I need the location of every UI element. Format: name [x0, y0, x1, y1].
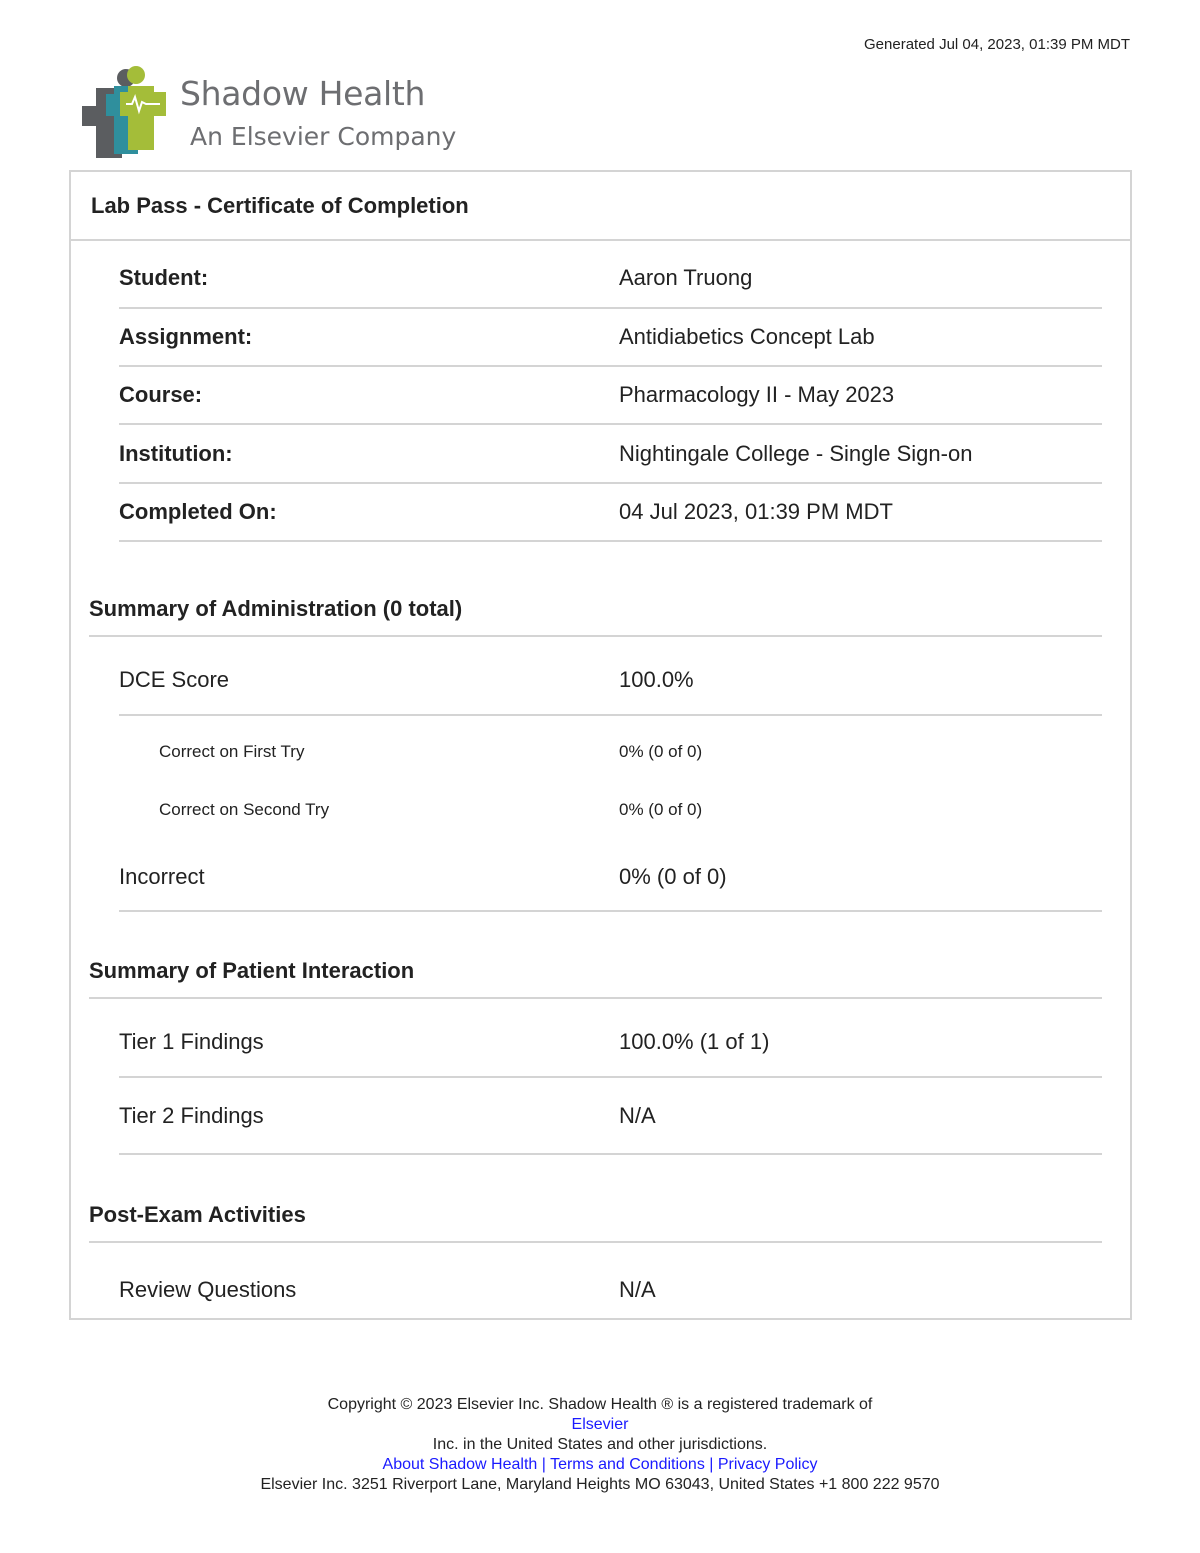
second-try-row: [119, 788, 1102, 832]
review-questions-value: N/A: [619, 1277, 656, 1302]
logo-brand-text: Shadow Health: [180, 74, 426, 113]
info-row-course: [119, 367, 1102, 425]
completed-on-value: 04 Jul 2023, 01:39 PM MDT: [619, 499, 893, 524]
incorrect-label: Incorrect: [119, 864, 205, 889]
info-row-completed-on: [119, 484, 1102, 542]
review-questions-row: [119, 1262, 1102, 1318]
tier1-label: Tier 1 Findings: [119, 1029, 264, 1054]
incorrect-row: [119, 844, 1102, 912]
tier1-value: 100.0% (1 of 1): [619, 1029, 770, 1054]
administration-heading: Summary of Administration (0 total): [89, 582, 1102, 637]
shadow-health-logo: [80, 66, 460, 162]
institution-value: Nightingale College - Single Sign-on: [619, 440, 973, 466]
tier2-value: N/A: [619, 1102, 656, 1128]
address-text: Elsevier Inc. 3251 Riverport Lane, Maryland Heights MO 63043, United States +1 800 222 9570: [260, 1476, 940, 1493]
dce-score-value: 100.0%: [619, 667, 694, 692]
review-questions-label: Review Questions: [119, 1277, 297, 1302]
student-label: Student:: [119, 265, 209, 290]
assignment-value: Antidiabetics Concept Lab: [619, 324, 875, 349]
first-try-value: 0% (0 of 0): [619, 742, 703, 761]
certificate-title: Lab Pass - Certificate of Completion: [71, 172, 1130, 241]
terms-link[interactable]: Terms and Conditions: [550, 1456, 705, 1473]
first-try-label: Correct on First Try: [159, 742, 305, 761]
course-value: Pharmacology II - May 2023: [619, 382, 895, 407]
assignment-label: Assignment:: [119, 324, 253, 349]
interaction-heading: Summary of Patient Interaction: [89, 944, 1102, 999]
dce-score-row: [119, 646, 1102, 716]
student-value: Aaron Truong: [619, 265, 753, 290]
second-try-label: Correct on Second Try: [159, 800, 330, 819]
copyright-text: Copyright © 2023 Elsevier Inc. Shadow Health ® is a registered trademark of: [327, 1396, 873, 1413]
course-label: Course:: [119, 382, 203, 407]
incorrect-value: 0% (0 of 0): [619, 864, 727, 889]
info-row-student: [119, 249, 1102, 309]
post-exam-heading: Post-Exam Activities: [89, 1188, 1102, 1243]
dce-score-label: DCE Score: [119, 667, 230, 692]
jurisdiction-text: Inc. in the United States and other jurisdictions.: [432, 1436, 768, 1453]
tier2-row: [119, 1078, 1102, 1155]
institution-label: Institution:: [119, 440, 233, 466]
first-try-row: [119, 730, 1102, 774]
certificate-card: [69, 170, 1132, 1320]
info-row-assignment: [119, 309, 1102, 367]
privacy-policy-link[interactable]: Privacy Policy: [717, 1456, 818, 1473]
separator-2: |: [704, 1456, 718, 1473]
logo-tagline-text: An Elsevier Company: [190, 122, 457, 151]
about-shadow-health-link[interactable]: About Shadow Health: [382, 1456, 538, 1473]
separator-1: |: [537, 1456, 551, 1473]
info-row-institution: [119, 425, 1102, 484]
elsevier-link[interactable]: Elsevier: [571, 1416, 629, 1433]
second-try-value: 0% (0 of 0): [619, 800, 703, 819]
shadow-health-logo-icon: [80, 66, 170, 162]
footer: [0, 1395, 1200, 1495]
completed-on-label: Completed On:: [119, 499, 277, 524]
generated-timestamp: Generated Jul 04, 2023, 01:39 PM MDT: [864, 36, 1130, 53]
footer-links: [0, 1455, 1200, 1475]
tier2-label: Tier 2 Findings: [119, 1102, 264, 1128]
tier1-row: [119, 1008, 1102, 1078]
